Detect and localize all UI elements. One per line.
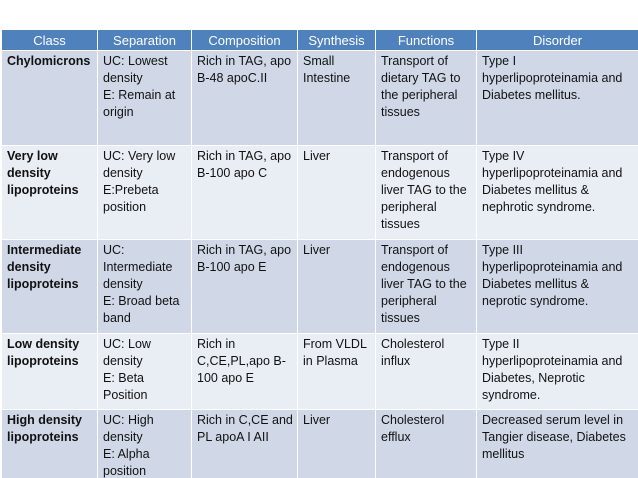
lipoprotein-table: [1, 29, 638, 478]
composition-cell: Rich in C,CE and PL apoA I AII: [192, 410, 298, 478]
separation-uc: UC: Intermediate density: [103, 243, 173, 291]
disorder-cell: Type II hyperlipoproteinamia and Diabetes, Neprotic syndrome.: [477, 334, 638, 410]
class-cell: High density lipoproteins: [2, 410, 98, 478]
disorder-cell: Type IV hyperlipoproteinamia and Diabetes mellitus & nephrotic syndrome.: [477, 146, 638, 240]
class-cell: Very low density lipoproteins: [2, 146, 98, 240]
separation-e: E: Remain at origin: [103, 88, 176, 119]
separation-cell: [98, 240, 192, 334]
table-row: [2, 334, 638, 410]
table-row: [2, 410, 638, 478]
separation-e: E: Beta Position: [103, 371, 148, 402]
functions-cell: Transport of endogenous liver TAG to the peripheral tissues: [376, 240, 477, 334]
separation-e: E: Broad beta band: [103, 294, 180, 325]
functions-cell: Cholesterol influx: [376, 334, 477, 410]
separation-cell: [98, 334, 192, 410]
synthesis-cell: Small Intestine: [298, 51, 376, 146]
header-composition: Composition: [192, 30, 298, 51]
separation-cell: [98, 410, 192, 478]
class-cell: Chylomicrons: [2, 51, 98, 146]
disorder-cell: Decreased serum level in Tangier disease, Diabetes mellitus: [477, 410, 638, 478]
separation-e: E:Prebeta position: [103, 183, 159, 214]
separation-e: E: Alpha position: [103, 447, 150, 478]
composition-cell: Rich in TAG, apo B-100 apo E: [192, 240, 298, 334]
class-cell: Low density lipoproteins: [2, 334, 98, 410]
header-class: Class: [2, 30, 98, 51]
functions-cell: Transport of endogenous liver TAG to the peripheral tissues: [376, 146, 477, 240]
disorder-cell: Type III hyperlipoproteinamia and Diabetes mellitus & neprotic syndrome.: [477, 240, 638, 334]
composition-cell: Rich in C,CE,PL,apo B-100 apo E: [192, 334, 298, 410]
header-disorder: Disorder: [477, 30, 638, 51]
table-row: [2, 146, 638, 240]
disorder-cell: Type I hyperlipoproteinamia and Diabetes mellitus.: [477, 51, 638, 146]
functions-cell: Transport of dietary TAG to the peripheral tissues: [376, 51, 477, 146]
table-row: [2, 240, 638, 334]
functions-cell: Cholesterol efflux: [376, 410, 477, 478]
table-row: [2, 51, 638, 146]
header-row: [2, 30, 638, 51]
header-separation: Separation: [98, 30, 192, 51]
separation-cell: [98, 146, 192, 240]
synthesis-cell: Liver: [298, 410, 376, 478]
header-synthesis: Synthesis: [298, 30, 376, 51]
separation-uc: UC: Very low density: [103, 149, 176, 180]
separation-uc: UC: High density: [103, 413, 154, 444]
composition-cell: Rich in TAG, apo B-100 apo C: [192, 146, 298, 240]
class-cell: Intermediate density lipoproteins: [2, 240, 98, 334]
synthesis-cell: Liver: [298, 146, 376, 240]
synthesis-cell: From VLDL in Plasma: [298, 334, 376, 410]
separation-cell: [98, 51, 192, 146]
synthesis-cell: Liver: [298, 240, 376, 334]
separation-uc: UC: Low density: [103, 337, 151, 368]
composition-cell: Rich in TAG, apo B-48 apoC.II: [192, 51, 298, 146]
header-functions: Functions: [376, 30, 477, 51]
separation-uc: UC: Lowest density: [103, 54, 168, 85]
